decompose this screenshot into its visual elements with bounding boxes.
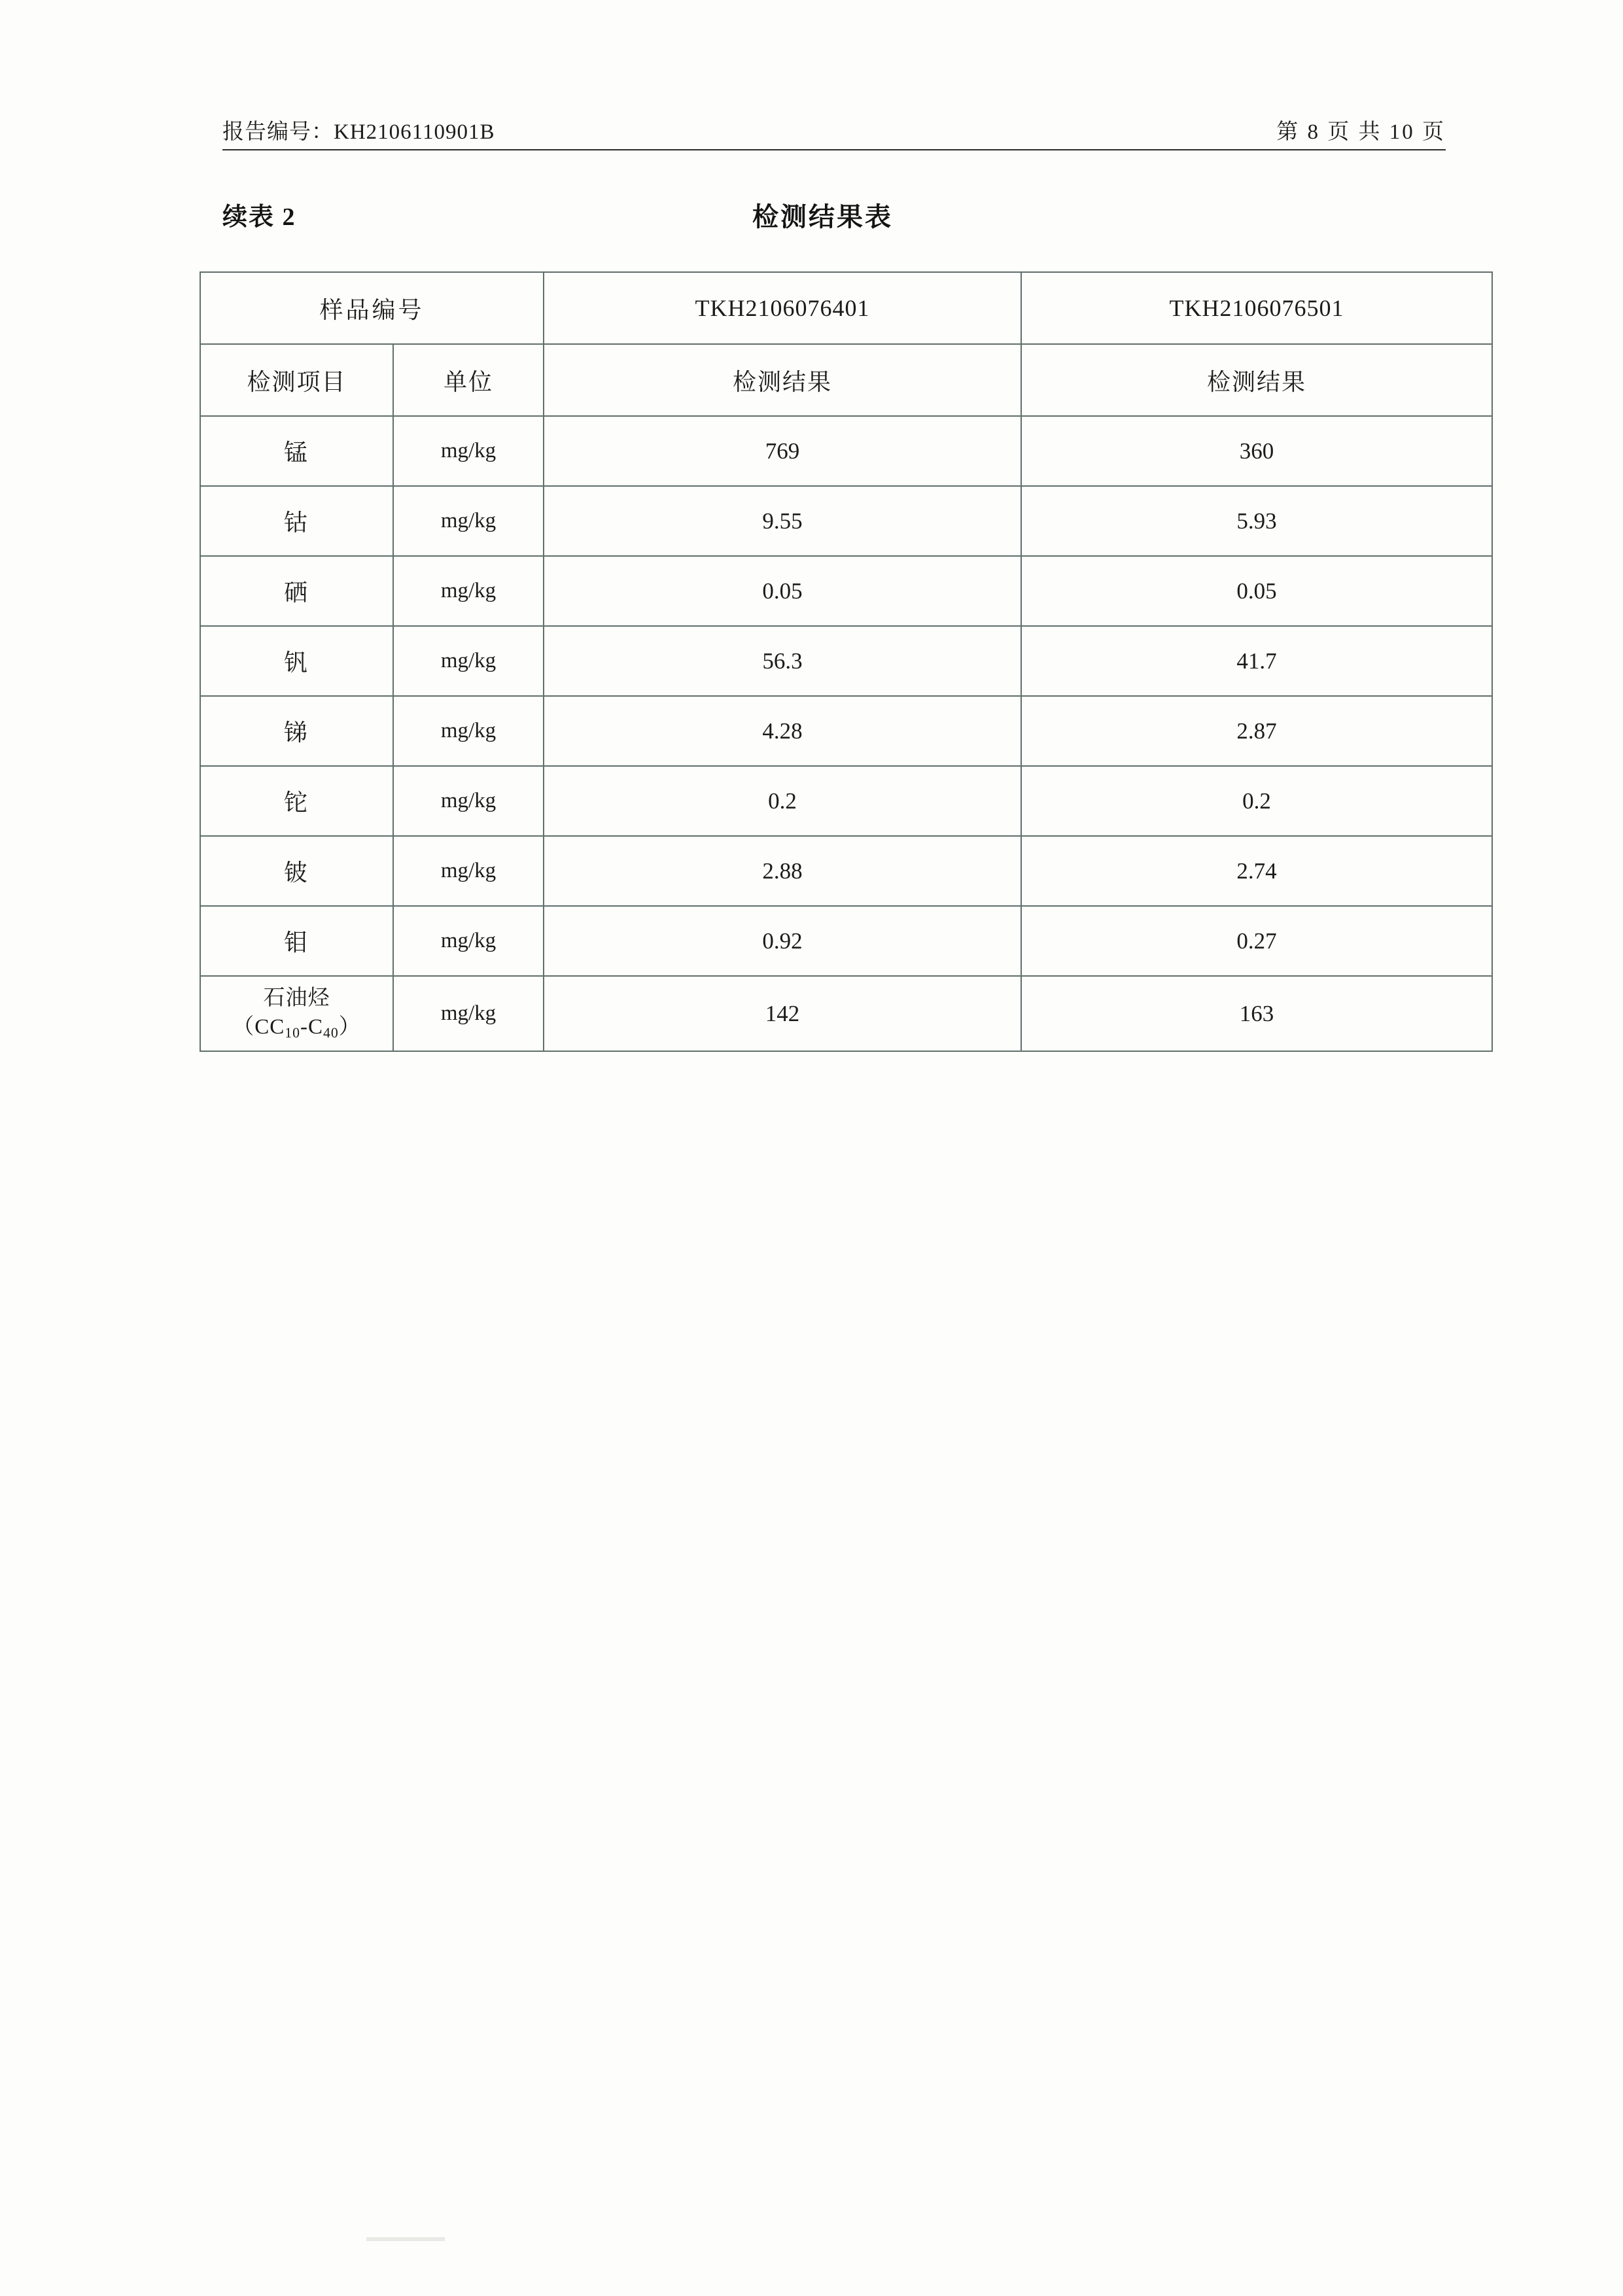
row-value-sample1: 9.55 xyxy=(544,486,1021,556)
test-results-table xyxy=(200,271,1493,1052)
row-value-sample2: 2.74 xyxy=(1021,836,1492,906)
table-row xyxy=(200,766,1492,836)
row-value-sample1: 4.28 xyxy=(544,696,1021,766)
table-row xyxy=(200,836,1492,906)
table-row xyxy=(200,416,1492,486)
row-item: 钒 xyxy=(200,626,393,696)
table-row xyxy=(200,556,1492,626)
row-item: 钴 xyxy=(200,486,393,556)
row-item: 锑 xyxy=(200,696,393,766)
row-item: 锰 xyxy=(200,416,393,486)
column-header-result-1: 检测结果 xyxy=(544,344,1021,416)
row-unit: mg/kg xyxy=(393,906,544,976)
header-row xyxy=(222,105,1446,150)
row-unit: mg/kg xyxy=(393,556,544,626)
row-unit: mg/kg xyxy=(393,976,544,1051)
row-unit: mg/kg xyxy=(393,696,544,766)
row-item: 铊 xyxy=(200,766,393,836)
row-item-petroleum-hydrocarbons xyxy=(200,976,393,1051)
row-unit: mg/kg xyxy=(393,626,544,696)
title-area xyxy=(222,196,1446,235)
row-value-sample2: 5.93 xyxy=(1021,486,1492,556)
row-unit: mg/kg xyxy=(393,416,544,486)
column-header-unit: 单位 xyxy=(393,344,544,416)
row-value-sample2: 0.05 xyxy=(1021,556,1492,626)
table-header-sample-row xyxy=(200,272,1492,344)
column-header-result-2: 检测结果 xyxy=(1021,344,1492,416)
row-item: 铍 xyxy=(200,836,393,906)
table-row xyxy=(200,696,1492,766)
table-header-columns-row xyxy=(200,344,1492,416)
row-value-sample1: 56.3 xyxy=(544,626,1021,696)
page-number: 第 8 页 共 10 页 xyxy=(1276,120,1446,144)
row-value-sample2: 360 xyxy=(1021,416,1492,486)
tph-line1: 石油烃 xyxy=(263,986,330,1011)
row-value-sample2: 163 xyxy=(1021,976,1492,1051)
row-item: 钼 xyxy=(200,906,393,976)
row-unit: mg/kg xyxy=(393,836,544,906)
row-value-sample1: 142 xyxy=(544,976,1021,1051)
continued-table-label: 续表 2 xyxy=(222,203,296,231)
row-value-sample1: 0.2 xyxy=(544,766,1021,836)
table-row xyxy=(200,976,1492,1051)
row-value-sample1: 2.88 xyxy=(544,836,1021,906)
row-item: 硒 xyxy=(200,556,393,626)
table-row xyxy=(200,486,1492,556)
row-value-sample2: 0.2 xyxy=(1021,766,1492,836)
page-title: 检测结果表 xyxy=(752,202,893,232)
report-number: 报告编号：KH2106110901B xyxy=(222,120,495,144)
table-row xyxy=(200,906,1492,976)
tph-line2: $(CC_{10}-C_{40})$ xyxy=(232,1015,361,1041)
scan-artifact xyxy=(366,2237,445,2241)
row-unit: mg/kg xyxy=(393,486,544,556)
table-row xyxy=(200,626,1492,696)
page-header xyxy=(222,105,1446,150)
sample-number-label: 样品编号 xyxy=(200,272,544,344)
row-value-sample2: 41.7 xyxy=(1021,626,1492,696)
row-value-sample1: 0.05 xyxy=(544,556,1021,626)
sample-id-2: TKH2106076501 xyxy=(1021,272,1492,344)
row-value-sample2: 2.87 xyxy=(1021,696,1492,766)
row-value-sample1: 0.92 xyxy=(544,906,1021,976)
row-value-sample2: 0.27 xyxy=(1021,906,1492,976)
sample-id-1: TKH2106076401 xyxy=(544,272,1021,344)
row-value-sample1: 769 xyxy=(544,416,1021,486)
row-unit: mg/kg xyxy=(393,766,544,836)
column-header-item: 检测项目 xyxy=(200,344,393,416)
